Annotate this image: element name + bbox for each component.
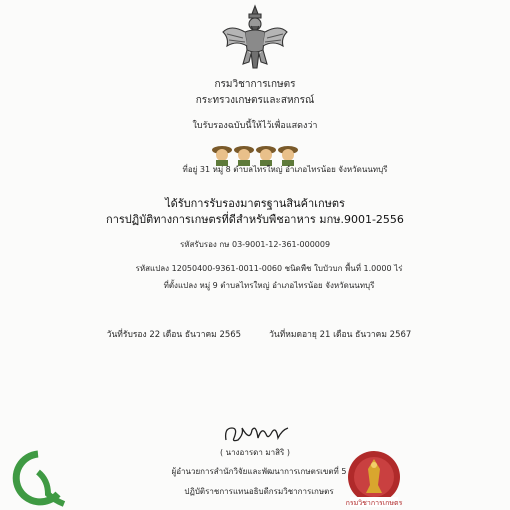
holder-address: ที่อยู่ 31 หมู่ 8 ตำบลไทรใหญ่ อำเภอไทรน้อย จังหวัดนนทบุรี (182, 165, 388, 174)
certificate-number: รหัสรับรอง กษ 03-9001-12-361-000009 (179, 240, 331, 249)
signatory-acting: ปฏิบัติราชการแทนอธิบดีกรมวิชาการเกษตร (184, 487, 334, 496)
q-mark-logo (8, 450, 68, 508)
handwritten-signature (222, 420, 292, 446)
garuda-emblem-icon (219, 2, 291, 70)
signatory-position: ผู้อำนวยการสำนักวิจัยและพัฒนาการเกษตรเขตที่ 5 (171, 467, 347, 476)
certified-date: วันที่รับรอง 22 เดือน ธันวาคม 2565 (106, 330, 242, 340)
ministry-name: กระทรวงเกษตรและสหกรณ์ (195, 95, 315, 106)
expiry-date: วันที่หมดอายุ 21 เดือน ธันวาคม 2567 (269, 330, 412, 340)
validity-dates (4, 327, 510, 341)
standard-name: การปฏิบัติทางการเกษตรที่ดีสำหรับพืชอาหาร มกษ.9001-2556 (106, 213, 404, 226)
plot-info: รหัสแปลง 12050400-9361-0011-0060 ชนิดพืช ใบบัวบก พื้นที่ 1.0000 ไร่ (135, 264, 403, 273)
certification-heading: ได้รับการรับรองมาตรฐานสินค้าเกษตร (165, 197, 345, 210)
department-of-agriculture-seal (344, 449, 404, 509)
plot-location: ที่ตั้งแปลง หมู่ 9 ตำบลไทรใหญ่ อำเภอไทรน้อย จังหวัดนนทบุรี (163, 281, 375, 290)
issue-statement: ใบรับรองฉบับนี้ให้ไว้เพื่อแสดงว่า (192, 121, 318, 131)
signatory-name: ( นางอารดา มาสิริ ) (220, 448, 290, 457)
seal-caption: กรมวิชาการเกษตร (345, 499, 403, 507)
department-name: กรมวิชาการเกษตร (214, 79, 296, 90)
